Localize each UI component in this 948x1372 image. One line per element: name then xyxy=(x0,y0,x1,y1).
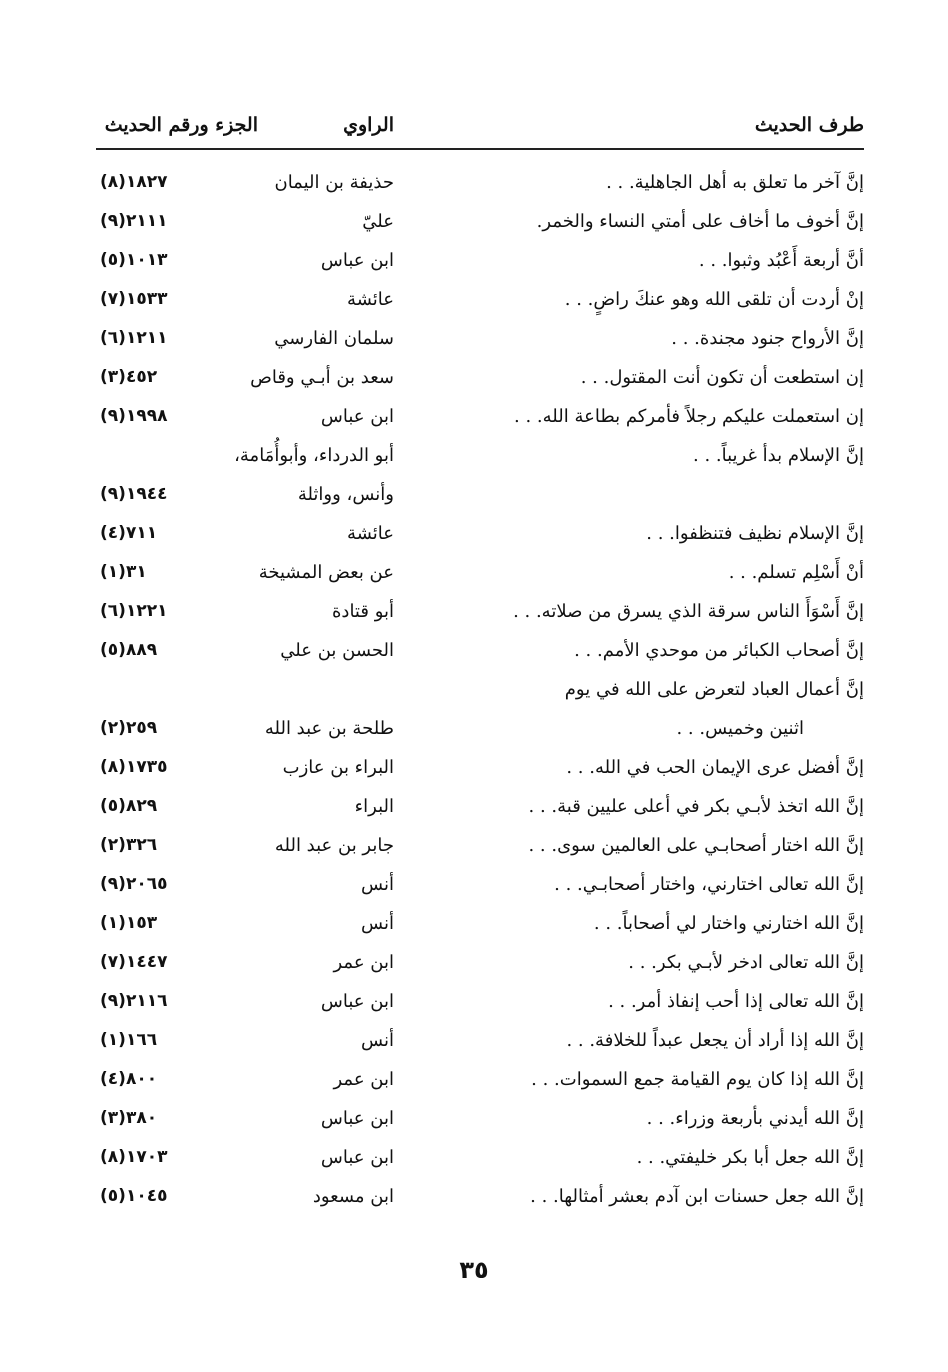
table-row xyxy=(96,751,864,790)
narrator-name: عائشة xyxy=(347,523,394,544)
table-row xyxy=(96,946,864,985)
narrator-name: وأنس، وواثلة xyxy=(297,484,394,505)
narrator-name: جابر بن عبد الله xyxy=(274,835,394,856)
table-row xyxy=(96,673,864,712)
table-row xyxy=(96,1180,864,1219)
table-row xyxy=(96,829,864,868)
hadith-text: إنَّ الله تعالى ادخر لأبـي بكر. . . xyxy=(628,952,864,973)
hadith-text: إنَّ الأرواح جنود مجندة. . . xyxy=(671,328,864,349)
narrator-name: ابن عباس xyxy=(320,1108,394,1129)
hadith-text: إنَّ أعمال العباد لتعرض على الله في يوم xyxy=(564,679,864,700)
volume-hadith-number: ٧١١(٤) xyxy=(100,523,158,543)
hadith-text: إنَّ الإسلام بدأ غريباً. . . xyxy=(693,445,864,466)
narrator-name: أنس xyxy=(361,874,394,895)
volume-hadith-number: ١٨٢٧(٨) xyxy=(100,172,168,192)
table-row xyxy=(96,400,864,439)
hadith-text: إنَّ أَسْوَأَ الناس سرقة الذي يسرق من صلاته. . . xyxy=(513,601,864,622)
volume-hadith-number: ٢٥٩(٢) xyxy=(100,718,158,738)
narrator-name: أنس xyxy=(361,913,394,934)
narrator-name: ابن عباس xyxy=(320,250,394,271)
volume-hadith-number: ١٢٢١(٦) xyxy=(100,601,168,621)
hadith-text: إنَّ الله تعالى إذا أحب إنفاذ أمر. . . xyxy=(608,991,864,1012)
table-row xyxy=(96,322,864,361)
volume-hadith-number: ٨٠٠(٤) xyxy=(100,1069,158,1089)
narrator-name: أنس xyxy=(361,1030,394,1051)
header-hadith: طرف الحديث xyxy=(754,114,864,136)
hadith-text: أنْ أَسْلِم تسلم. . . xyxy=(728,562,864,583)
table-row xyxy=(96,1063,864,1102)
volume-hadith-number: ١٢١١(٦) xyxy=(100,328,168,348)
volume-hadith-number: ١٥٣(١) xyxy=(100,913,158,933)
narrator-name: ابن مسعود xyxy=(312,1186,394,1207)
table-row xyxy=(96,985,864,1024)
hadith-text: إنَّ الله جعل حسنات ابن آدم بعشر أمثالها. . . xyxy=(530,1186,864,1207)
hadith-text: إنَّ الإسلام نظيف فتنظفوا. . . xyxy=(646,523,864,544)
hadith-text: إنَّ أصحاب الكبائر من موحدي الأمم. . . xyxy=(574,640,864,661)
hadith-text: إنَّ الله اختار أصحابـي على العالمين سوى. . . xyxy=(528,835,864,856)
volume-hadith-number: ٤٥٢(٣) xyxy=(100,367,158,387)
volume-hadith-number: ٣٨٠(٣) xyxy=(100,1108,158,1128)
table-row xyxy=(96,205,864,244)
hadith-text: إنَّ آخر ما تعلق به أهل الجاهلية. . . xyxy=(606,172,864,193)
narrator-name: البراء xyxy=(354,796,394,817)
header-narrator: الراوي xyxy=(343,114,394,136)
hadith-text: أنَّ أربعة أَعْبُد وثبوا. . . xyxy=(698,250,864,271)
volume-hadith-number: ١٩٩٨(٩) xyxy=(100,406,168,426)
hadith-text: إنَّ أخوف ما أخاف على أمتي النساء والخمر. xyxy=(536,211,864,232)
table-row xyxy=(96,634,864,673)
volume-hadith-number: ١٤٤٧(٧) xyxy=(100,952,168,972)
table-row xyxy=(96,1102,864,1141)
table-row xyxy=(96,868,864,907)
table-row xyxy=(96,712,864,751)
table-row xyxy=(96,361,864,400)
hadith-text: اثنين وخميس. . . xyxy=(676,718,804,739)
hadith-text: إنَّ الله تعالى اختارني، واختار أصحابـي. . . xyxy=(554,874,864,895)
page-number: ٣٥ xyxy=(459,1256,489,1284)
narrator-name: أبو الدرداء، وأبوأُمَامة، xyxy=(234,445,394,466)
narrator-name: حذيفة بن اليمان xyxy=(274,172,394,193)
volume-hadith-number: ١٥٣٣(٧) xyxy=(100,289,168,309)
table-row xyxy=(96,439,864,478)
volume-hadith-number: ٣١(١) xyxy=(100,562,147,582)
table-row xyxy=(96,1024,864,1063)
table-row xyxy=(96,595,864,634)
table-row xyxy=(96,283,864,322)
table-row xyxy=(96,478,864,517)
hadith-text: إنَّ الله جعل أبا بكر خليفتي. . . xyxy=(636,1147,864,1168)
volume-hadith-number: ١٩٤٤(٩) xyxy=(100,484,168,504)
table-row xyxy=(96,244,864,283)
table-row xyxy=(96,517,864,556)
volume-hadith-number: ١٦٦(١) xyxy=(100,1030,158,1050)
narrator-name: أبو قتادة xyxy=(332,601,394,622)
volume-hadith-number: ٨٢٩(٥) xyxy=(100,796,158,816)
table-header xyxy=(96,108,864,150)
hadith-text: إنْ أردت أن تلقى الله وهو عنكَ راضٍ. . . xyxy=(564,289,864,310)
volume-hadith-number: ١٠١٣(٥) xyxy=(100,250,168,270)
narrator-name: عائشة xyxy=(347,289,394,310)
table-row xyxy=(96,790,864,829)
table-row xyxy=(96,907,864,946)
narrator-name: ابن عباس xyxy=(320,991,394,1012)
volume-hadith-number: ٢٠٦٥(٩) xyxy=(100,874,168,894)
table-row xyxy=(96,1141,864,1180)
narrator-name: الحسن بن علي xyxy=(280,640,394,661)
narrator-name: ابن عباس xyxy=(320,1147,394,1168)
volume-hadith-number: ١٧٠٣(٨) xyxy=(100,1147,168,1167)
hadith-text: إنَّ الله أيدني بأربعة وزراء. . . xyxy=(646,1108,864,1129)
hadith-text: إن استطعت أن تكون أنت المقتول. . . xyxy=(580,367,864,388)
narrator-name: سعد بن أبـي وقاص xyxy=(250,367,394,388)
narrator-name: طلحة بن عبد الله xyxy=(264,718,394,739)
hadith-text: إن استعملت عليكم رجلاً فأمركم بطاعة الله. . . xyxy=(514,406,864,427)
hadith-text: إنَّ الله اختارني واختار لي أصحاباً. . . xyxy=(593,913,864,934)
narrator-name: البراء بن عازب xyxy=(282,757,394,778)
narrator-name: سلمان الفارسي xyxy=(274,328,394,349)
volume-hadith-number: ١٠٤٥(٥) xyxy=(100,1186,168,1206)
hadith-index-table xyxy=(96,166,864,1219)
narrator-name: ابن عباس xyxy=(320,406,394,427)
table-row xyxy=(96,556,864,595)
hadith-text: إنَّ الله إذا كان يوم القيامة جمع السموات. . . xyxy=(531,1069,864,1090)
volume-hadith-number: ٨٨٩(٥) xyxy=(100,640,158,660)
hadith-text: إنَّ أفضل عرى الإيمان الحب في الله. . . xyxy=(566,757,864,778)
narrator-name: ابن عمر xyxy=(333,952,394,973)
narrator-name: عليّ xyxy=(362,211,394,232)
hadith-text: إنَّ الله اتخذ لأبـي بكر في أعلى عليين قبة. . . xyxy=(528,796,864,817)
volume-hadith-number: ١٧٣٥(٨) xyxy=(100,757,168,777)
narrator-name: ابن عمر xyxy=(333,1069,394,1090)
narrator-name: عن بعض المشيخة xyxy=(258,562,394,583)
volume-hadith-number: ٢١١٦(٩) xyxy=(100,991,168,1011)
volume-hadith-number: ٣٢٦(٢) xyxy=(100,835,158,855)
header-reference: الجزء ورقم الحديث xyxy=(104,114,258,136)
hadith-text: إنَّ الله إذا أراد أن يجعل عبداً للخلافة. . . xyxy=(566,1030,864,1051)
table-row xyxy=(96,166,864,205)
volume-hadith-number: ٢١١١(٩) xyxy=(100,211,168,231)
